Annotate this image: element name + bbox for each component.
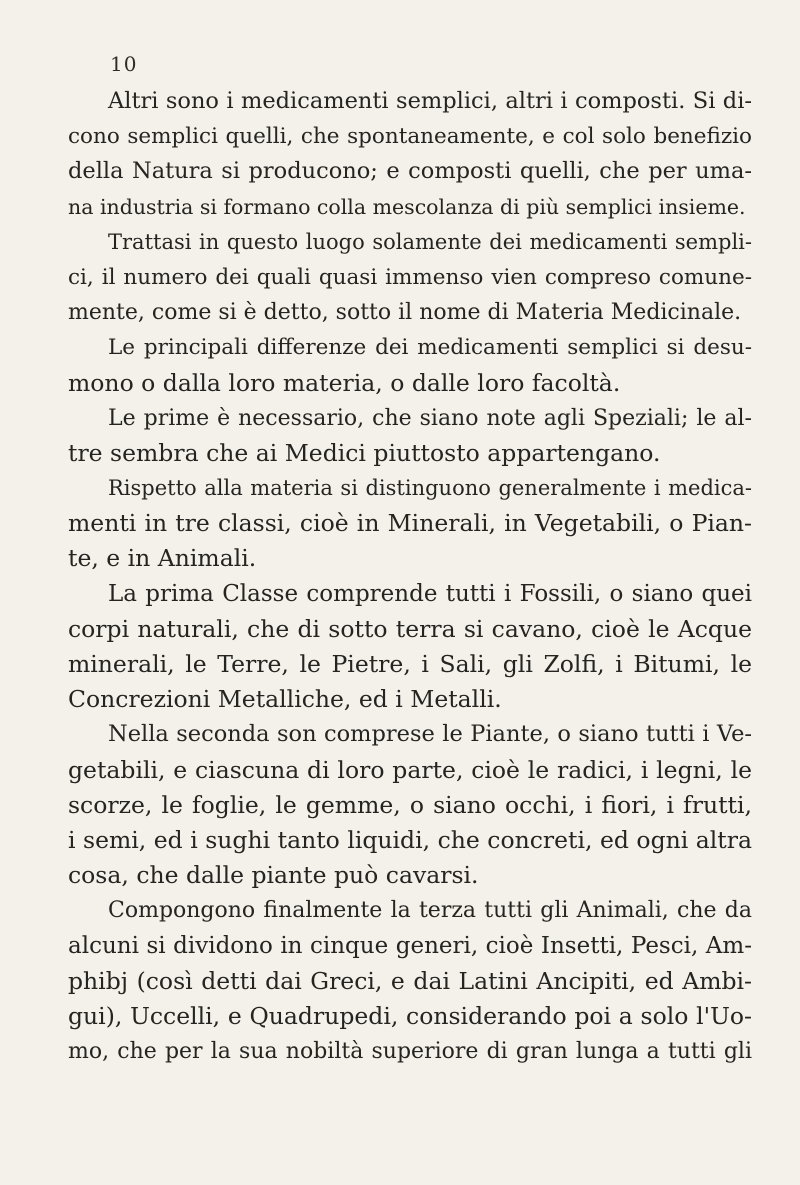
text-line: Altri sono i medicamenti semplici, altri i composti. Si di- [108,88,752,114]
body-text [68,84,752,1069]
text-line: alcuni si dividono in cinque generi, cioè Insetti, Pesci, Am- [68,932,752,959]
page-number: 10 [110,52,138,76]
text-line: mente, come si è detto, sotto il nome di Materia Medicinale. [68,300,742,326]
text-line: mono o dalla loro materia, o dalle loro facoltà. [68,368,621,397]
text-line: minerali, le Terre, le Pietre, i Sali, gli Zolfi, i Bitumi, le [68,650,752,678]
text-line: tre sembra che ai Medici piuttosto appartengano. [68,438,661,467]
text-line: della Natura si producono; e composti quelli, che per uma- [68,158,752,185]
text-line: Trattasi in questo luogo solamente dei medicamenti sempli- [108,229,752,254]
text-line: getabili, e ciascuna di loro parte, cioè le radici, i legni, le [68,755,752,784]
text-line: menti in tre classi, cioè in Minerali, in Vegetabili, o Pian- [68,509,752,538]
text-line: cosa, che dalle piante può cavarsi. [68,861,479,890]
text-line: Le principali differenze dei medicamenti semplici si desu- [108,335,752,361]
text-line: phibj (così detti dai Greci, e dai Latini Ancipiti, ed Ambi- [68,966,752,995]
text-line: Le prime è necessario, che siano note agli Speziali; le al- [108,405,752,431]
text-line: Concrezioni Metalliche, ed i Metalli. [68,685,502,714]
text-line: cono semplici quelli, che spontaneamente, e col solo benefizio [68,124,752,150]
text-line: ci, il numero dei quali quasi immenso vien compreso comune- [68,264,752,290]
text-line: gui), Uccelli, e Quadrupedi, considerando poi a solo l'Uo- [68,1001,752,1030]
text-line: scorze, le foglie, le gemme, o siano occhi, i fiori, i frutti, [68,790,752,819]
text-line: La prima Classe comprende tutti i Fossili, o siano quei [108,580,752,607]
text-line: Compongono finalmente la terza tutti gli Animali, che da [108,898,752,924]
text-line: na industria si formano colla mescolanza di più semplici insieme. [68,194,746,219]
text-line: mo, che per la sua nobiltà superiore di gran lunga a tutti gli [68,1039,752,1065]
text-line: Rispetto alla materia si distinguono generalmente i medica- [108,476,752,501]
text-line: i semi, ed i sughi tanto liquidi, che concreti, ed ogni altra [68,825,752,854]
text-line: corpi naturali, che di sotto terra si cavano, cioè le Acque [68,614,752,643]
text-line: Nella seconda son comprese le Piante, o siano tutti i Ve- [108,721,752,748]
text-line: te, e in Animali. [68,544,257,573]
